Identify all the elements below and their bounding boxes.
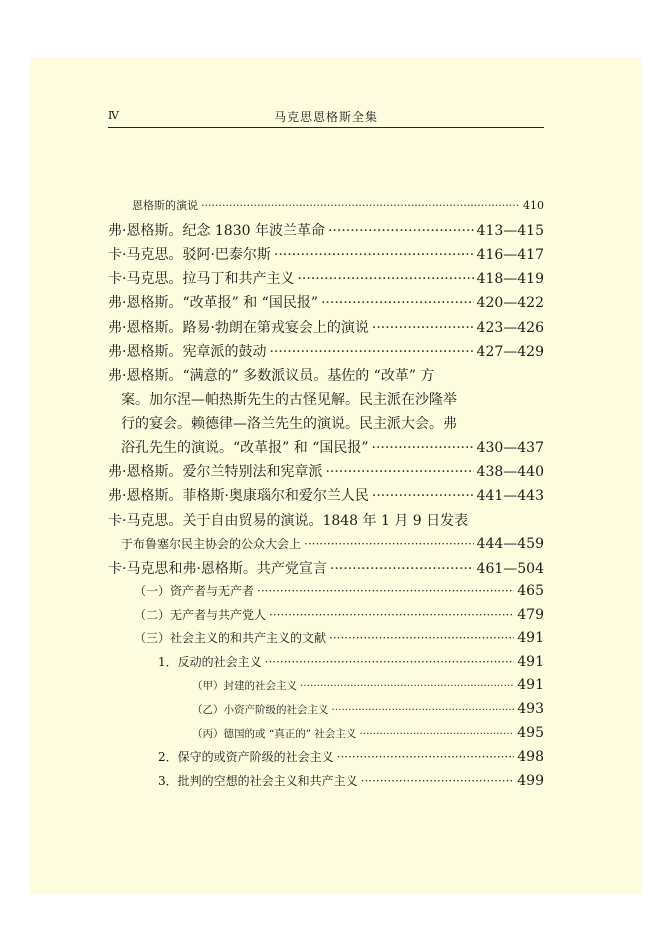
dot-leader bbox=[332, 704, 515, 716]
toc-entry bbox=[108, 292, 544, 312]
toc-entry-title: 2．保守的或资产阶级的社会主义 bbox=[158, 750, 334, 764]
toc-entry-title: 案。加尔涅—帕热斯先生的古怪见解。民主派在沙隆举 bbox=[121, 392, 457, 408]
toc-entry bbox=[108, 461, 544, 481]
toc-entry-title: 弗·恩格斯。爱尔兰特别法和宪章派 bbox=[108, 464, 323, 480]
toc-subentry bbox=[158, 748, 544, 765]
toc-entry-pages: 418—419 bbox=[476, 271, 544, 287]
toc-entry-title: 于布鲁塞尔民主协会的公众大会上 bbox=[121, 537, 302, 551]
toc-entry-pages: 479 bbox=[517, 607, 544, 623]
toc-entry-title: 弗·恩格斯。“满意的” 多数派议员。基佐的 “改革” 方 bbox=[108, 368, 435, 384]
dot-leader bbox=[359, 728, 514, 740]
toc-entry-pages: 495 bbox=[517, 725, 544, 741]
toc-entry bbox=[108, 558, 544, 578]
toc-subentry bbox=[158, 653, 544, 670]
toc-entry-title: 行的宴会。赖德律—洛兰先生的演说。民主派大会。弗 bbox=[121, 416, 457, 432]
toc-entry-title: 卡·马克思。关于自由贸易的演说。1848 年 1 月 9 日发表 bbox=[108, 513, 469, 529]
dot-leader bbox=[274, 247, 474, 263]
toc-entry-pages: 498 bbox=[517, 749, 544, 765]
toc-entry-title: 1．反动的社会主义 bbox=[158, 655, 262, 669]
toc-entry-pages: 427—429 bbox=[476, 344, 544, 360]
dot-leader bbox=[304, 537, 474, 551]
toc-entry-title: 卡·马克思。驳阿·巴泰尔斯 bbox=[108, 247, 271, 263]
toc-entry-continuation bbox=[121, 389, 544, 409]
toc-entry-pages: 465 bbox=[517, 583, 544, 599]
toc-entry bbox=[108, 220, 544, 240]
dot-leader bbox=[372, 488, 474, 504]
toc-subentry bbox=[134, 629, 544, 646]
page-number: Ⅳ bbox=[108, 109, 119, 122]
dot-leader bbox=[328, 223, 474, 239]
toc-entry-pages: 420—422 bbox=[476, 295, 544, 311]
toc-entry-pages: 444—459 bbox=[476, 536, 544, 552]
toc-subentry bbox=[192, 677, 544, 693]
toc-entry-title: （三）社会主义的和共产主义的文献 bbox=[134, 631, 327, 645]
dot-leader bbox=[337, 750, 515, 764]
toc-entry-pages: 438—440 bbox=[476, 464, 544, 480]
toc-entry-title: 恩格斯的演说 bbox=[132, 199, 198, 212]
dot-leader bbox=[201, 199, 520, 212]
toc-entry-pages: 413—415 bbox=[476, 223, 544, 239]
dot-leader bbox=[372, 440, 474, 456]
toc-entry-pages: 499 bbox=[517, 773, 544, 789]
dot-leader bbox=[321, 295, 474, 311]
toc-entry-title: （丙）德国的或 “真正的” 社会主义 bbox=[192, 728, 357, 740]
toc-entry-pages: 416—417 bbox=[476, 247, 544, 263]
dot-leader bbox=[269, 344, 473, 360]
dot-leader bbox=[300, 680, 514, 692]
dot-leader bbox=[257, 584, 514, 598]
dot-leader bbox=[372, 320, 474, 336]
toc-entry bbox=[132, 197, 544, 213]
dot-leader bbox=[325, 464, 473, 480]
toc-subentry bbox=[134, 606, 544, 623]
dot-leader bbox=[297, 271, 473, 287]
book-title: 马克思恩格斯全集 bbox=[273, 110, 378, 124]
toc-entry-title: 卡·马克思和弗·恩格斯。共产党宣言 bbox=[108, 561, 327, 577]
toc-entry-title: （甲）封建的社会主义 bbox=[192, 680, 297, 692]
toc-entry bbox=[108, 365, 544, 385]
toc-entry bbox=[108, 510, 544, 530]
toc-entry-title: 弗·恩格斯。菲格斯·奥康瑙尔和爱尔兰人民 bbox=[108, 488, 369, 504]
toc-subentry bbox=[134, 582, 544, 599]
toc-entry-title: 卡·马克思。拉马丁和共产主义 bbox=[108, 271, 295, 287]
toc-entry-pages: 491 bbox=[517, 630, 544, 646]
dot-leader bbox=[265, 655, 515, 669]
dot-leader bbox=[329, 631, 514, 645]
toc-entry-pages: 410 bbox=[523, 199, 544, 212]
toc-entry-continuation bbox=[121, 413, 544, 433]
page-header bbox=[108, 107, 544, 128]
toc-entry-pages: 423—426 bbox=[476, 320, 544, 336]
toc-entry bbox=[108, 341, 544, 361]
toc-entry-pages: 491 bbox=[517, 677, 544, 693]
dot-leader bbox=[269, 608, 514, 622]
toc-entry-title: （一）资产者与无产者 bbox=[134, 584, 255, 598]
toc-subentry bbox=[192, 725, 544, 741]
toc-entry-title: 浴孔先生的演说。“改革报” 和 “国民报” bbox=[121, 440, 369, 456]
toc-entry-pages: 461—504 bbox=[476, 561, 544, 577]
toc-subentry bbox=[192, 701, 544, 717]
toc-entry bbox=[108, 485, 544, 505]
toc-entry-continuation bbox=[121, 437, 544, 457]
toc-entry-pages: 493 bbox=[517, 701, 544, 717]
toc-entry-title: （二）无产者与共产党人 bbox=[134, 608, 267, 622]
toc-entry-pages: 441—443 bbox=[476, 488, 544, 504]
toc-entry-pages: 430—437 bbox=[476, 440, 544, 456]
toc-entry-continuation bbox=[121, 535, 544, 552]
toc-entry-title: （乙）小资产阶级的社会主义 bbox=[192, 704, 329, 716]
toc-entry bbox=[108, 244, 544, 264]
toc-subentry bbox=[158, 772, 544, 789]
toc-entry-title: 3．批判的空想的社会主义和共产主义 bbox=[158, 774, 358, 788]
toc-entry-title: 弗·恩格斯。“改革报” 和 “国民报” bbox=[108, 295, 318, 311]
toc-entry-title: 弗·恩格斯。路易·勃朗在第戎宴会上的演说 bbox=[108, 320, 369, 336]
dot-leader bbox=[330, 561, 474, 577]
toc-entry-pages: 491 bbox=[517, 654, 544, 670]
toc-entry-title: 弗·恩格斯。纪念 1830 年波兰革命 bbox=[108, 223, 325, 239]
dot-leader bbox=[361, 774, 515, 788]
toc-entry bbox=[108, 268, 544, 288]
toc-entry-title: 弗·恩格斯。宪章派的鼓动 bbox=[108, 344, 267, 360]
toc-entry bbox=[108, 317, 544, 337]
